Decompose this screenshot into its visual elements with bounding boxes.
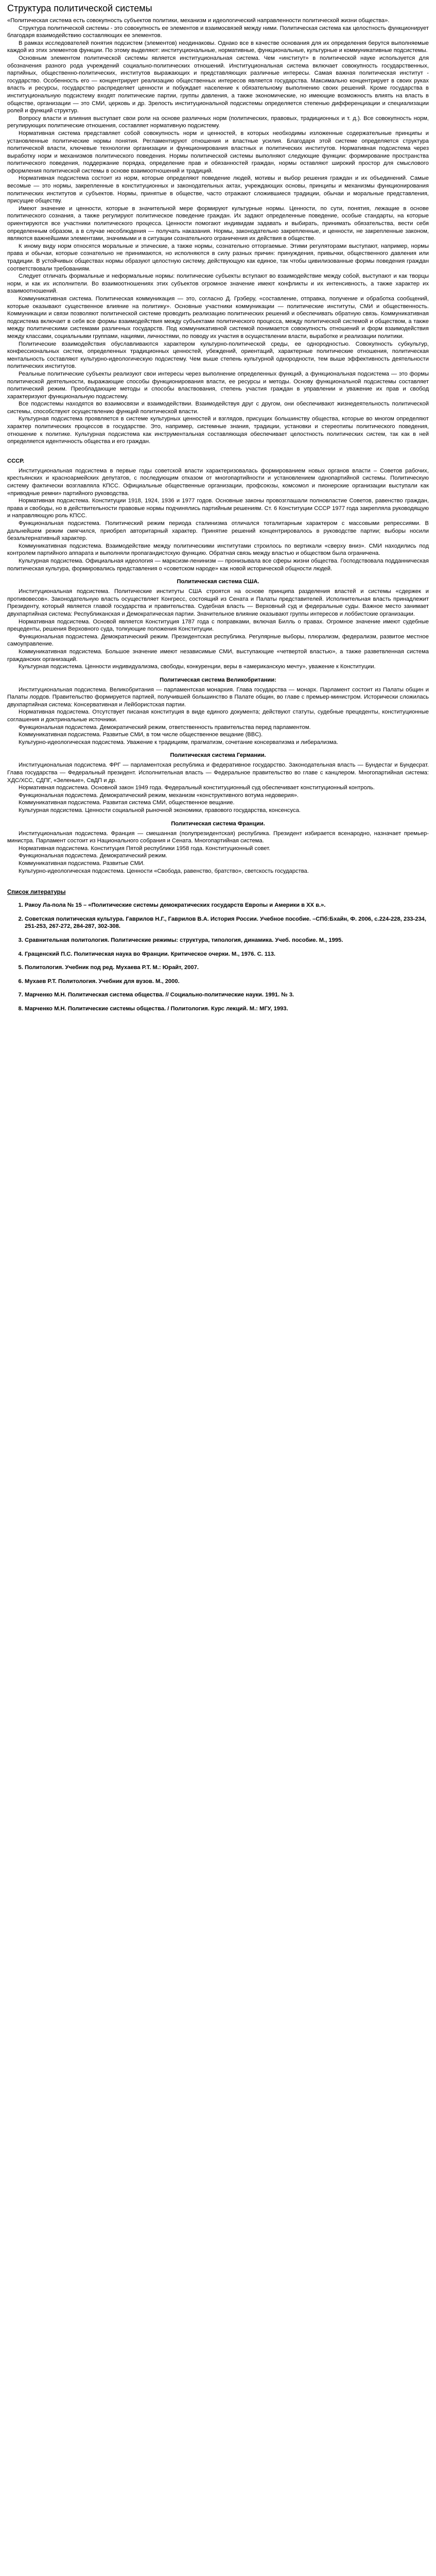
paragraph: Культурная подсистема. Ценности социальной рыночной экономики, правового государства, консенсуса. xyxy=(19,807,301,814)
paragraph: В рамках исследователей понятия подсистем (элементов) неодинаковы. Однако все в качестве основания для их определения берутся выполняемые каждой из этих элементов функции. По этому выделяют: институциональные, нормативные, функциональные, культурные и коммуникативные подсистемы. xyxy=(7,40,429,54)
paragraph: Институциональная подсистема. ФРГ — парламентская республика и федеративное государство. Законодательная власть — Бундестаг и Бундесрат. Глава государства — Федеральный президент. Исполнительная власть — Федеральное правительство во главе с канцлером. Многопартийная система: ХДС/ХСС, СДПГ, «Зеленые», СвДП и др. xyxy=(7,762,429,784)
paragraph: Функциональная подсистема. Демократический режим. xyxy=(19,853,167,859)
usa-section xyxy=(7,579,429,671)
literature-item: 2. Советская политическая культура. Гаврилов Н.Г., Гаврилов В.А. История России. Учебное пособие. –СПб:Бхайн, Ф. 2006, с.224-228, 233-234, 251-253, 267-272, 284-287, 302-308. xyxy=(25,916,429,930)
paragraph: Культурная подсистема. Ценности индивидуализма, свободы, конкуренции, веры в «американскую мечту», уважение к Конституции. xyxy=(19,664,376,670)
paragraph: Коммуникативная подсистема. Развитые СМИ, в том числе общественное вещание (BBC). xyxy=(19,732,263,738)
paragraph: Коммуникативная подсистема. Взаимодействие между политическими институтами строилось по вертикали «сверху вниз». СМИ находились под контролем партийного аппарата и выполняли пропагандистскую функцию. Обратная связь между властью и обществом была ограничена. xyxy=(7,543,429,557)
paragraph: Институциональная подсистема в первые годы советской власти характеризовалась формированием новых органов власти – Советов рабочих, крестьянских и красноармейских депутатов, с последующим отказом от многопартийности и установлением однопартийной системы. Политическую систему фактически возглавляла КПСС. Официальные общественные организации, профсоюзы, комсомол и пионерские организации выступали как «приводные ремни» партийного руководства. xyxy=(7,467,429,497)
paragraph: Все подсистемы находятся во взаимосвязи и взаимодействии. Взаимодействуя друг с другом, они обеспечивают жизнедеятельность политической системы, способствуют осуществлению функций политической власти. xyxy=(7,401,429,415)
paragraph: Нормативная подсистема. Конституция Пятой республики 1958 года. Конституционный совет. xyxy=(19,845,271,852)
section-heading: Политическая система Германии. xyxy=(170,752,266,759)
paragraph: Вопросу власти и влияния выступает свои роли на основе различных норм (политических, правовых, традиционных и т. д.). Все совокупность норм, регулирующих политические отношения, составляет нормативную подсистему. xyxy=(7,115,429,129)
section-heading: Политическая система США. xyxy=(177,579,259,585)
literature-item: 7. Марченко М.Н. Политическая система общества. // Социально-политические науки. 1991. № 3. xyxy=(25,991,429,999)
paragraph: Институциональная подсистема. Франция — смешанная (полупрезидентская) республика. Президент избирается всенародно, назначает премьер-министра. Парламент состоит из Национального собрания и Сената. Многопартийная система. xyxy=(7,830,429,844)
document-page xyxy=(0,0,436,1029)
literature-item: 8. Марченко М.Н. Политические системы общества. / Политология. Курс лекций. М.: МГУ, 1993. xyxy=(25,1005,429,1013)
literature-list xyxy=(7,902,429,1012)
page-title: Структура политической системы xyxy=(7,3,152,13)
paragraph: Нормативная подсистема. Основной закон 1949 года. Федеральный конституционный суд обеспечивает конституционный контроль. xyxy=(19,785,375,791)
literature-item: 4. Гращенский П.С. Политическая наука во Франции. Критическое очерки. М., 1976. С. 113. xyxy=(25,951,429,958)
paragraph: Нормативная система представляет собой совокупность норм и ценностей, в которых необходимы изложенные содержательные принципы и установленные политические нормы понятия. Регламентируют отношения и властные усилия. Благодаря этой системе определяется структура политической власти, ключевые технологии организации и функционирования властных и политических институтов. Нормативная подсистема через выработку норм и механизмов политического поведения. Нормы политической системы выполняют следующие функции: формирование пространства политического поведения, поддержание порядка, определение прав и обязанностей граждан, нормы оставляют широкий простор для смыслового оформления политической системы в основе взаимоотношений и традиций. xyxy=(7,130,429,174)
literature-heading: Список литературы xyxy=(7,889,66,896)
paragraph: Культурно-идеологическая подсистема. Уважение к традициям, прагматизм, сочетание консерватизма и либерализма. xyxy=(19,739,338,745)
paragraph: Функциональная подсистема. Политический режим периода сталинизма отличался тоталитарным характером с массовыми репрессиями. В дальнейшем режим смягчился, приобрел авторитарный характер. Принятие решений концентрировалось в руководстве партии; выборы носили безальтернативный характер. xyxy=(7,520,429,542)
paragraph: Культурно-идеологическая подсистема. Ценности «Свобода, равенство, братство», светскость государства. xyxy=(19,868,309,874)
functional-section xyxy=(7,273,429,446)
paragraph: Следует отличать формальные и неформальные нормы: политические субъекты вступают во взаимодействие между собой, выступают и как творцы норм, и как их исполнители. Во взаимоотношениях этих субъектов огромное значение имеют конфликты и их интенсивность, а также характер их взаимоотношений. xyxy=(7,273,429,295)
section-heading: Политическая система Франции. xyxy=(171,820,265,827)
paragraph: Институциональная подсистема. Великобритания — парламентская монархия. Глава государства — монарх. Парламент состоит из Палаты общин и Палаты лордов. Правительство формируется партией, получившей большинство в Палате общин, во главе с премьер-министром. Исторически сложилась двухпартийная система: Консервативная и Лейбористская партии. xyxy=(7,686,429,708)
literature-item: 3. Сравнительная политология. Политические режимы: структура, типология, динамика. Учеб. пособие. М., 1995. xyxy=(25,937,429,944)
intro-section xyxy=(7,17,429,273)
paragraph: Коммуникативная подсистема. Большое значение имеют независимые СМИ, выступающие «четвертой властью», а также разветвленная система гражданских организаций. xyxy=(7,648,429,663)
uk-section xyxy=(7,677,429,747)
paragraph: Институциональная подсистема. Политические институты США строятся на основе принципа разделения властей и системы «сдержек и противовесов». Законодательную власть осуществляет Конгресс, состоящий из Сената и Палаты представителей. Исполнительная власть принадлежит Президенту, который является главой государства и правительства. Судебная власть — Верховный суд и федеральные суды. Важное место занимает двухпартийная система: Республиканская и Демократическая партии. Значительное влияние оказывают группы интересов и лоббистские организации. xyxy=(7,588,429,617)
paragraph: Политические взаимодействия обуславливаются характером культурно-политической среды, ее однородностью. Совокупность субкультур, конфессиональных систем, определенных традиционных ценностей, убеждений, ориентаций, характерные политические отношения, политическая ментальность составляют культурно-идеологическую подсистему. Чем выше степень культурной однородности, тем выше эффективность деятельности политических институтов. xyxy=(7,341,429,370)
paragraph: Нормативная подсистема. Конституции 1918, 1924, 1936 и 1977 годов. Основные законы провозглашали полновластие Советов, равенство граждан, права и свободы, но в действительности правовые нормы подчинялись партийным решениям. Ст. 6 Конституции СССР 1977 года закрепляла руководящую и направляющую роль КПСС. xyxy=(7,498,429,519)
paragraph: Функциональная подсистема. Демократический режим, ответственность правительства перед парламентом. xyxy=(19,724,311,731)
literature-item: 1. Ракоу Ла-пола № 15 – «Политические системы демократических государств Европы и Америки в XX в.». xyxy=(25,902,429,909)
paragraph: Функциональная подсистема. Демократический режим, механизм «конструктивного вотума недоверия». xyxy=(19,792,299,799)
paragraph: Имеют значение и ценности, которые в значительной мере формируют культурные нормы. Ценности, по сути, понятия, лежащие в основе политического сознания, а также регулируют политическое поведение граждан. Их задают определенные поведение, особые стандарты, на которые ориентируются все участники политического процесса. Ценности помогают индивидам задавать и выбирать, принимать обязательства, вести себя определенным образом, а в случае несоблюдения — получать наказания. Нормы, законодательно закрепленные, и ценности, не закрепленные законом, являются важнейшими элементами, значимыми и в ситуации сознательного ограничения их действия в обществе. xyxy=(7,205,429,242)
paragraph: Основным элементом политической системы является институциональная система. Чем «институт» в политической науке используется для обозначения разного рода учреждений социально-политических отношений. Институциональная система включает совокупность государственных, партийных, общественно-политических, институтов выражающих и представляющих различные интересы. Самая важная политическая институт - государство. Особенность его — концентрирует реализацию общественных интересов является государства. Максимально концентрирует в своих руках власть и ресурсы, государство распределяет ценности и побуждает население к обязательному выполнению своих решений. Кроме государства в институциональную подсистему входят политические партии, группы давления, а также экономические, но имеющие возможность влиять на власть в обществе, организации — это СМИ, церковь и др. Зрелость институциональной подсистемы определяется степенью дифференциации и специализации ролей и функций структур. xyxy=(7,55,429,114)
ussr-section xyxy=(7,458,429,572)
paragraph: Коммуникативная подсистема. Развитые СМИ. xyxy=(19,860,145,867)
paragraph: Нормативная подсистема. Основой является Конституция 1787 года с поправками, включая Билль о правах. Огромное значение имеют судебные прецеденты, решения Верховного суда, толкующие положения Конституции. xyxy=(7,618,429,633)
paragraph: Реальные политические субъекты реализуют свои интересы через выполнение определенных функций, а функциональная подсистема — это формы политической деятельности, выражающие способы функционирования власти, ее ресурсы и методы. Основу функциональной подсистемы составляет политический режим. Преобладающие методы и способы властвования, степень участия граждан в управлении и уважение их прав и свобод характеризуют функциональную подсистему. xyxy=(7,370,429,400)
literature-item: 6. Мухаев Р.Т. Политология. Учебник для вузов. М., 2000. xyxy=(25,978,429,986)
section-heading: СССР. xyxy=(7,457,25,464)
paragraph: Структура политической системы - это совокупность ее элементов и взаимосвязей между ними. Политическая система как целостность функционирует благодаря взаимодействию составляющих ее элементов. xyxy=(7,25,429,39)
section-heading: Политическая система Великобритании: xyxy=(160,676,276,683)
paragraph: Функциональная подсистема. Демократический режим. Президентская республика. Регулярные выборы, плюрализм, федерализм, развитое местное самоуправление. xyxy=(7,633,429,648)
paragraph: Коммуникативная подсистема. Развитая система СМИ, общественное вещание. xyxy=(19,800,235,806)
paragraph: Культурная подсистема проявляется в системе культурных ценностей и взглядов, присущих большинству общества, которые во многом определяют характер политических процессов в государстве. Это, например, системные знания, традиции, установки и стереотипы политического поведения, отношение к политике. Культурная подсистема как инструментальная составляющая обеспечивает целостность политических систем, так как в ней определяется идентичность общества и его граждан. xyxy=(7,416,429,445)
literature-item: 5. Политология. Учебник под ред. Мухаева Р.Т. М.: Юрайт, 2007. xyxy=(25,964,429,972)
germany-section xyxy=(7,752,429,814)
paragraph: Культурная подсистема. Официальная идеология — марксизм-ленинизм — пронизывала все сферы жизни общества. Господствовала подданническая политическая культура, формировались представления о «советском народе» как новой исторической общности людей. xyxy=(7,557,429,572)
paragraph: Нормативная подсистема состоит из норм, которые определяют поведение людей, мотивы и выбор решения граждан и их объединений. Самые весомые — это нормы, закрепленные в конституционных и законодательных актах, учреждающих основы, принципы и механизмы функционирования политических институтов и субъектов. Нормы, принятые в обществе, часто отражают сложившиеся традиции, обычаи и моральные представления, присущие обществу. xyxy=(7,175,429,205)
france-section xyxy=(7,821,429,875)
paragraph: «Политическая система есть совокупность субъектов политики, механизм и идеологический направленности политической жизни общества». xyxy=(7,18,390,24)
paragraph: К иному виду норм относятся моральные и этические, а также нормы, сознательно отторгаемые. Этими регуляторами выступают, например, нормы права и обычаи, которые сознательно не принимаются, но исполняются в силу разных причин: принуждения, привычки, общественного давления или традиции. В устойчивых обществах нормы образуют целостную систему, действующую как единое, так чтобы цивилизованные формы поведения граждан соответствовали требованиям. xyxy=(7,243,429,272)
paragraph: Нормативная подсистема. Отсутствует писаная конституция в виде единого документа; действуют статуты, судебные прецеденты, конституционные соглашения и доктринальные источники. xyxy=(7,709,429,723)
paragraph: Коммуникативная система. Политическая коммуникация — это, согласно Д. Грэберу, «составление, отправка, получение и обработка сообщений, которые оказывают существенное влияние на политику». Основные участники коммуникации — политические институты, СМИ и общественность. Коммуникации и связи позволяют политической системе проводить реализацию политических решений и обеспечивать обратную связь. Коммуникативная подсистема включает в себя все формы взаимодействия между субъектами политического процесса, между политической системой и обществом, а также между политическими системами различных государств. Под коммуникативной системой понимается совокупность отношений и форм взаимодействия между классами, социальными группами, нациями, личностями, по поводу их участия в осуществлении власти, выработке и реализации политики. xyxy=(7,295,429,340)
